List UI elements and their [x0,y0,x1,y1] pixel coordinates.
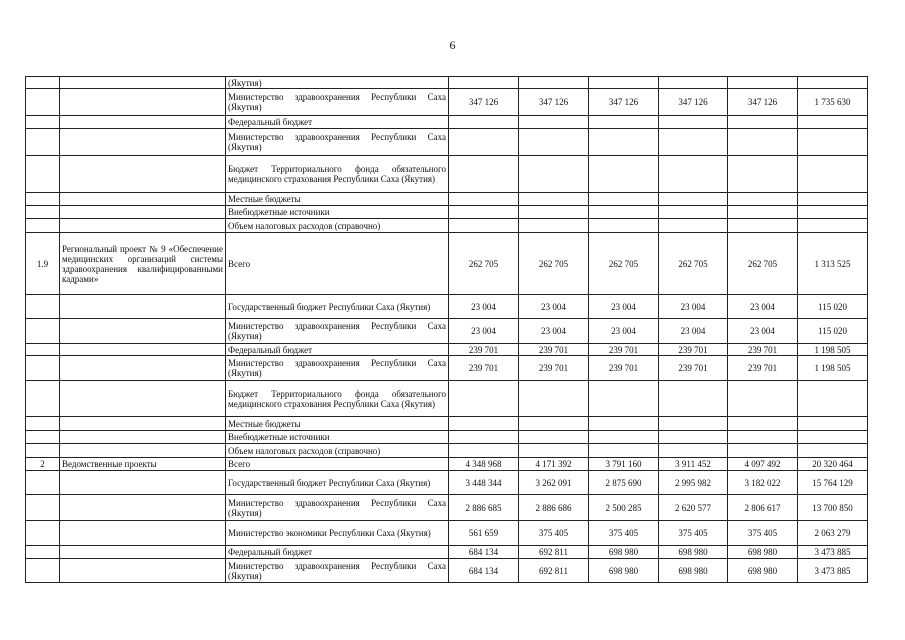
project-name-cell [60,381,226,417]
value-cell: 347 126 [589,89,659,116]
value-cell [798,444,868,458]
value-cell: 3 791 160 [589,458,659,471]
value-cell [659,193,728,206]
table-row [26,295,868,319]
value-cell: 698 980 [659,559,728,583]
table-row [26,458,868,471]
funding-source-cell: Объем налоговых расходов (справочно) [226,219,449,233]
value-cell [449,156,519,193]
project-name-cell [60,219,226,233]
value-cell: 347 126 [449,89,519,116]
project-name-cell [60,431,226,444]
value-cell: 239 701 [659,344,728,356]
page-number: 6 [449,38,456,52]
value-cell [728,156,798,193]
value-cell [798,206,868,219]
value-cell: 698 980 [728,546,798,559]
row-index-cell [26,417,60,431]
value-cell [659,116,728,129]
table-row [26,381,868,417]
value-cell: 239 701 [449,344,519,356]
value-cell [589,219,659,233]
value-cell: 561 659 [449,521,519,546]
value-cell [798,417,868,431]
value-cell [659,417,728,431]
value-cell: 1 198 505 [798,344,868,356]
value-cell [449,129,519,156]
row-index-cell [26,129,60,156]
value-cell: 2 063 279 [798,521,868,546]
funding-source-cell: Всего [226,233,449,295]
value-cell [519,156,589,193]
value-cell [589,206,659,219]
value-cell: 4 171 392 [519,458,589,471]
value-cell [449,431,519,444]
value-cell: 23 004 [519,319,589,344]
value-cell: 2 806 617 [728,495,798,521]
table-row [26,417,868,431]
value-cell: 23 004 [728,295,798,319]
funding-source-cell: Министерство здравоохранения Республики Саха (Якутия) [226,129,449,156]
value-cell [728,431,798,444]
value-cell [728,381,798,417]
value-cell: 23 004 [659,295,728,319]
value-cell [728,77,798,89]
project-name-cell [60,319,226,344]
table-row [26,233,868,295]
funding-source-cell: Государственный бюджет Республики Саха (Якутия) [226,295,449,319]
project-name-cell [60,546,226,559]
value-cell: 23 004 [519,295,589,319]
value-cell: 239 701 [519,356,589,381]
row-index-cell [26,295,60,319]
value-cell: 698 980 [728,559,798,583]
value-cell [519,77,589,89]
row-index-cell: 1.9 [26,233,60,295]
value-cell: 2 875 690 [589,471,659,495]
value-cell: 262 705 [659,233,728,295]
value-cell: 15 764 129 [798,471,868,495]
value-cell [659,381,728,417]
value-cell [589,156,659,193]
funding-source-cell: Министерство здравоохранения Республики Саха (Якутия) [226,356,449,381]
table-row [26,77,868,89]
row-index-cell [26,546,60,559]
value-cell [798,431,868,444]
value-cell [659,206,728,219]
value-cell [798,381,868,417]
value-cell: 23 004 [589,295,659,319]
funding-source-cell: (Якутия) [226,77,449,89]
value-cell [798,193,868,206]
value-cell: 692 811 [519,559,589,583]
project-name-cell [60,521,226,546]
value-cell: 4 348 968 [449,458,519,471]
value-cell: 3 473 885 [798,559,868,583]
funding-source-cell: Внебюджетные источники [226,431,449,444]
funding-source-cell: Министерство здравоохранения Республики Саха (Якутия) [226,495,449,521]
value-cell [798,116,868,129]
value-cell: 698 980 [589,559,659,583]
funding-source-cell: Министерство здравоохранения Республики Саха (Якутия) [226,319,449,344]
table-row [26,471,868,495]
row-index-cell [26,219,60,233]
value-cell: 684 134 [449,546,519,559]
row-index-cell [26,77,60,89]
value-cell: 1 313 525 [798,233,868,295]
funding-source-cell: Бюджет Территориального фонда обязательного медицинского страхования Республики Саха (Якутия) [226,381,449,417]
value-cell: 20 320 464 [798,458,868,471]
table-row [26,89,868,116]
value-cell: 2 500 285 [589,495,659,521]
project-name-cell: Ведомственные проекты [60,458,226,471]
value-cell [659,431,728,444]
value-cell [589,116,659,129]
project-name-cell [60,471,226,495]
value-cell [449,206,519,219]
value-cell [449,116,519,129]
value-cell [728,444,798,458]
project-name-cell: Региональный проект № 9 «Обеспечение медицинских организаций системы здравоохранения квалифицированными кадрами» [60,233,226,295]
value-cell: 2 995 982 [659,471,728,495]
table-row [26,495,868,521]
value-cell: 23 004 [449,295,519,319]
table-row [26,129,868,156]
value-cell: 262 705 [589,233,659,295]
value-cell [798,77,868,89]
value-cell [519,381,589,417]
value-cell [519,431,589,444]
value-cell [449,381,519,417]
value-cell: 13 700 850 [798,495,868,521]
value-cell: 23 004 [728,319,798,344]
value-cell: 375 405 [519,521,589,546]
value-cell: 239 701 [589,356,659,381]
value-cell: 1 198 505 [798,356,868,381]
value-cell: 347 126 [659,89,728,116]
value-cell [798,129,868,156]
table-row [26,219,868,233]
value-cell [589,417,659,431]
value-cell: 239 701 [449,356,519,381]
value-cell [519,219,589,233]
value-cell: 23 004 [589,319,659,344]
value-cell: 2 886 686 [519,495,589,521]
row-index-cell [26,344,60,356]
funding-source-cell: Объем налоговых расходов (справочно) [226,444,449,458]
value-cell [589,193,659,206]
value-cell [449,77,519,89]
funding-source-cell: Министерство здравоохранения Республики Саха (Якутия) [226,89,449,116]
value-cell: 239 701 [659,356,728,381]
row-index-cell [26,495,60,521]
table-row [26,559,868,583]
table-row [26,444,868,458]
value-cell: 239 701 [519,344,589,356]
project-name-cell [60,206,226,219]
value-cell: 375 405 [659,521,728,546]
value-cell: 239 701 [728,356,798,381]
value-cell [449,219,519,233]
value-cell [589,431,659,444]
value-cell: 347 126 [519,89,589,116]
project-name-cell [60,77,226,89]
value-cell: 698 980 [589,546,659,559]
funding-source-cell: Местные бюджеты [226,193,449,206]
value-cell: 23 004 [449,319,519,344]
value-cell [728,193,798,206]
value-cell: 3 262 091 [519,471,589,495]
table-row [26,319,868,344]
value-cell [519,193,589,206]
row-index-cell [26,559,60,583]
table-row [26,206,868,219]
value-cell [659,444,728,458]
funding-source-cell: Всего [226,458,449,471]
table-row [26,356,868,381]
value-cell [449,417,519,431]
row-index-cell [26,116,60,129]
value-cell: 262 705 [449,233,519,295]
value-cell [449,444,519,458]
value-cell [519,129,589,156]
row-index-cell [26,381,60,417]
project-name-cell [60,559,226,583]
row-index-cell [26,89,60,116]
table-row [26,431,868,444]
value-cell [589,381,659,417]
funding-source-cell: Министерство здравоохранения Республики Саха (Якутия) [226,559,449,583]
row-index-cell [26,156,60,193]
project-name-cell [60,295,226,319]
value-cell: 262 705 [728,233,798,295]
value-cell [728,417,798,431]
value-cell: 692 811 [519,546,589,559]
funding-source-cell: Бюджет Территориального фонда обязательного медицинского страхования Республики Саха (Якутия) [226,156,449,193]
value-cell [589,444,659,458]
value-cell [728,116,798,129]
value-cell [728,129,798,156]
value-cell: 347 126 [728,89,798,116]
table-row [26,116,868,129]
project-name-cell [60,344,226,356]
value-cell [728,219,798,233]
value-cell: 115 020 [798,319,868,344]
value-cell: 684 134 [449,559,519,583]
value-cell [519,444,589,458]
value-cell [728,206,798,219]
table-row [26,193,868,206]
value-cell [519,206,589,219]
table-row [26,156,868,193]
value-cell [519,116,589,129]
row-index-cell [26,319,60,344]
value-cell [589,129,659,156]
funding-source-cell: Местные бюджеты [226,417,449,431]
project-name-cell [60,495,226,521]
value-cell: 698 980 [659,546,728,559]
row-index-cell [26,206,60,219]
funding-source-cell: Внебюджетные источники [226,206,449,219]
table-row [26,344,868,356]
project-name-cell [60,156,226,193]
row-index-cell [26,471,60,495]
row-index-cell [26,444,60,458]
value-cell [659,77,728,89]
value-cell: 239 701 [728,344,798,356]
value-cell: 239 701 [589,344,659,356]
project-name-cell [60,444,226,458]
funding-source-cell: Государственный бюджет Республики Саха (Якутия) [226,471,449,495]
row-index-cell [26,193,60,206]
table-row [26,546,868,559]
value-cell [798,156,868,193]
value-cell: 3 473 885 [798,546,868,559]
project-name-cell [60,356,226,381]
value-cell: 375 405 [589,521,659,546]
value-cell: 3 911 452 [659,458,728,471]
value-cell: 23 004 [659,319,728,344]
funding-source-cell: Федеральный бюджет [226,546,449,559]
budget-table [25,76,868,583]
value-cell: 375 405 [728,521,798,546]
funding-source-cell: Федеральный бюджет [226,116,449,129]
value-cell: 4 097 492 [728,458,798,471]
value-cell [659,219,728,233]
value-cell [659,156,728,193]
project-name-cell [60,129,226,156]
value-cell: 2 620 577 [659,495,728,521]
value-cell: 2 886 685 [449,495,519,521]
value-cell [659,129,728,156]
funding-source-cell: Федеральный бюджет [226,344,449,356]
value-cell [589,77,659,89]
row-index-cell: 2 [26,458,60,471]
value-cell [798,219,868,233]
value-cell [449,193,519,206]
value-cell [519,417,589,431]
value-cell: 262 705 [519,233,589,295]
row-index-cell [26,356,60,381]
table-row [26,521,868,546]
project-name-cell [60,193,226,206]
value-cell: 115 020 [798,295,868,319]
value-cell: 3 182 022 [728,471,798,495]
project-name-cell [60,116,226,129]
project-name-cell [60,417,226,431]
funding-source-cell: Министерство экономики Республики Саха (Якутия) [226,521,449,546]
row-index-cell [26,521,60,546]
budget-table-body [26,77,868,583]
value-cell: 1 735 630 [798,89,868,116]
row-index-cell [26,431,60,444]
value-cell: 3 448 344 [449,471,519,495]
project-name-cell [60,89,226,116]
